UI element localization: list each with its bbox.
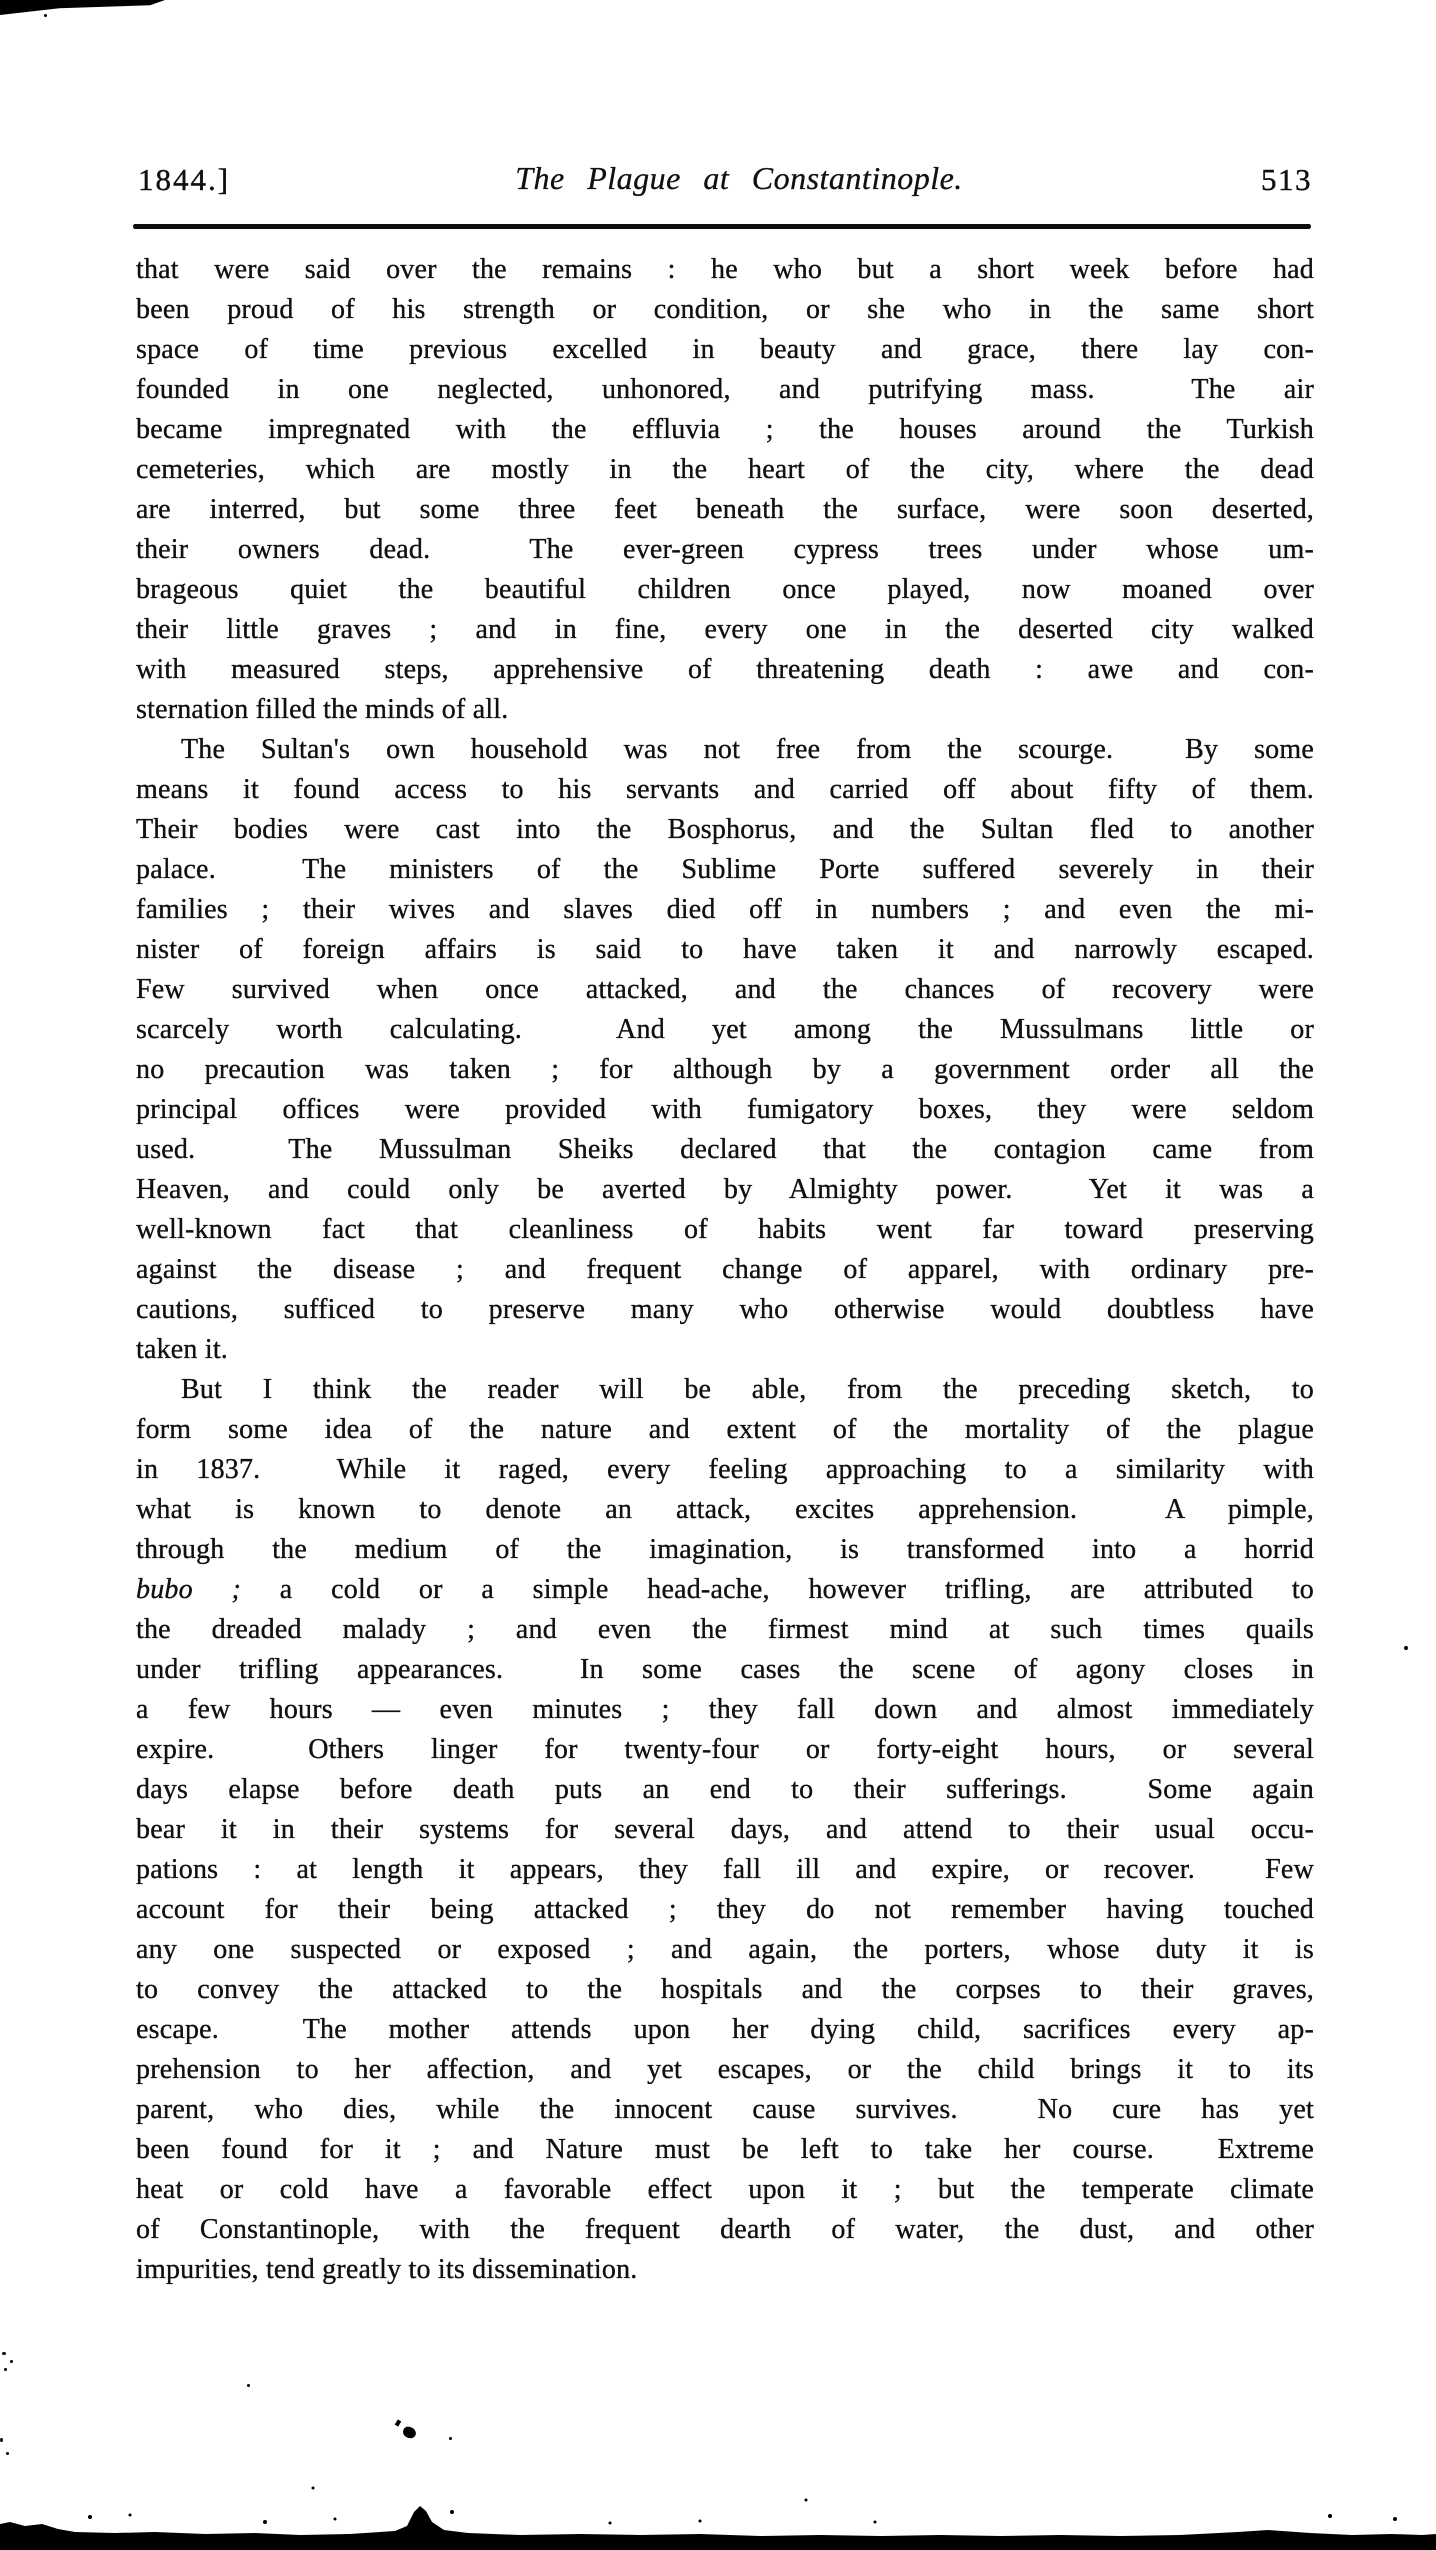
text-line: against the disease ; and frequent change of apparel, with ordinary pre- [136,1254,1314,1285]
text-line: form some idea of the nature and extent of the mortality of the plague [136,1414,1314,1445]
text-line: escape. The mother attends upon her dying child, sacrifices every ap- [136,2014,1314,2045]
text-line: through the medium of the imagination, is transformed into a horrid [136,1534,1314,1565]
text-line: expire. Others linger for twenty-four or forty-eight hours, or several [136,1734,1314,1765]
text-line: what is known to denote an attack, excites apprehension. A pimple, [136,1494,1314,1525]
page-header [136,160,1314,202]
text-line: no precaution was taken ; for although by a government order all the [136,1054,1314,1085]
text-line: pations : at length it appears, they fall ill and expire, or recover. Few [136,1854,1314,1885]
text-line: their little graves ; and in fine, every one in the deserted city walked [136,614,1314,645]
header-rule [133,224,1311,229]
paragraph [136,250,1314,730]
text-line: sternation filled the minds of all. [136,694,509,725]
text-line: with measured steps, apprehensive of threatening death : awe and con- [136,654,1314,685]
ink-smudge-blob [402,2426,417,2440]
article-text [136,250,1314,2290]
text-line: the dreaded malady ; and even the firmest mind at such times quails [136,1614,1314,1645]
text-line: bubo ; a cold or a simple head-ache, however trifling, are attributed to [136,1574,1314,1605]
text-line: been found for it ; and Nature must be left to take her course. Extreme [136,2134,1314,2165]
paragraph [136,1370,1314,2290]
text-line: Their bodies were cast into the Bosphorus, and the Sultan fled to another [136,814,1314,845]
ink-band-bottom-edge [0,2480,1436,2550]
text-line: heat or cold have a favorable effect upon it ; but the temperate climate [136,2174,1314,2205]
text-line: impurities, tend greatly to its dissemination. [136,2254,638,2285]
text-line: parent, who dies, while the innocent cause survives. No cure has yet [136,2094,1314,2125]
text-line: palace. The ministers of the Sublime Porte suffered severely in their [136,854,1314,885]
text-line: bear it in their systems for several days, and attend to their usual occu- [136,1814,1314,1845]
text-line: any one suspected or exposed ; and again, the porters, whose duty it is [136,1934,1314,1965]
text-line: cautions, sufficed to preserve many who otherwise would doubtless have [136,1294,1314,1325]
text-line: became impregnated with the effluvia ; the houses around the Turkish [136,414,1314,445]
text-line: their owners dead. The ever-green cypress trees under whose um- [136,534,1314,565]
text-line: families ; their wives and slaves died off in numbers ; and even the mi- [136,894,1314,925]
text-line: are interred, but some three feet beneath the surface, were soon deserted, [136,494,1314,525]
text-line: principal offices were provided with fumigatory boxes, they were seldom [136,1094,1314,1125]
text-line: nister of foreign affairs is said to have taken it and narrowly escaped. [136,934,1314,965]
text-line: that were said over the remains : he who but a short week before had [136,254,1314,285]
text-line: prehension to her affection, and yet escapes, or the child brings it to its [136,2054,1314,2085]
ink-smudge-top-left [0,0,165,15]
paragraph [136,730,1314,1370]
text-line: of Constantinople, with the frequent dearth of water, the dust, and other [136,2214,1314,2245]
text-line: means it found access to his servants and carried off about fifty of them. [136,774,1314,805]
text-line: scarcely worth calculating. And yet among the Mussulmans little or [136,1014,1314,1045]
text-line: well-known fact that cleanliness of habits went far toward preserving [136,1214,1314,1245]
text-line: Few survived when once attacked, and the chances of recovery were [136,974,1314,1005]
ink-speck [247,2384,250,2387]
ink-speck [0,2438,3,2442]
text-line: space of time previous excelled in beauty and grace, there lay con- [136,334,1314,365]
text-line: under trifling appearances. In some cases the scene of agony closes in [136,1654,1314,1685]
ink-smudge-tick [395,2419,402,2426]
ink-speck [10,2360,13,2363]
text-line: a few hours — even minutes ; they fall down and almost immediately [136,1694,1314,1725]
header-page-number: 513 [1261,162,1312,197]
text-line: Heaven, and could only be averted by Almighty power. Yet it was a [136,1174,1314,1205]
header-year: 1844.] [138,162,231,197]
text-line: in 1837. While it raged, every feeling approaching to a similarity with [136,1454,1314,1485]
text-line: days elapse before death puts an end to their sufferings. Some again [136,1774,1314,1805]
ink-speck [1404,1646,1408,1650]
ink-speck [449,2437,452,2440]
ink-speck [44,14,47,17]
text-line: been proud of his strength or condition, or she who in the same short [136,294,1314,325]
page-title: The Plague at Constantinople. [515,160,963,196]
text-line: The Sultan's own household was not free from the scourge. By some [181,734,1314,765]
ink-speck [6,2452,9,2455]
text-line: But I think the reader will be able, from the preceding sketch, to [181,1374,1314,1405]
text-line: brageous quiet the beautiful children once played, now moaned over [136,574,1314,605]
text-line: account for their being attacked ; they do not remember having touched [136,1894,1314,1925]
ink-speck [2,2352,6,2355]
text-line: cemeteries, which are mostly in the heart of the city, where the dead [136,454,1314,485]
ink-speck [4,2368,7,2371]
text-line: used. The Mussulman Sheiks declared that the contagion came from [136,1134,1314,1165]
text-line: to convey the attacked to the hospitals and the corpses to their graves, [136,1974,1314,2005]
text-line: taken it. [136,1334,228,1365]
text-line: founded in one neglected, unhonored, and putrifying mass. The air [136,374,1314,405]
